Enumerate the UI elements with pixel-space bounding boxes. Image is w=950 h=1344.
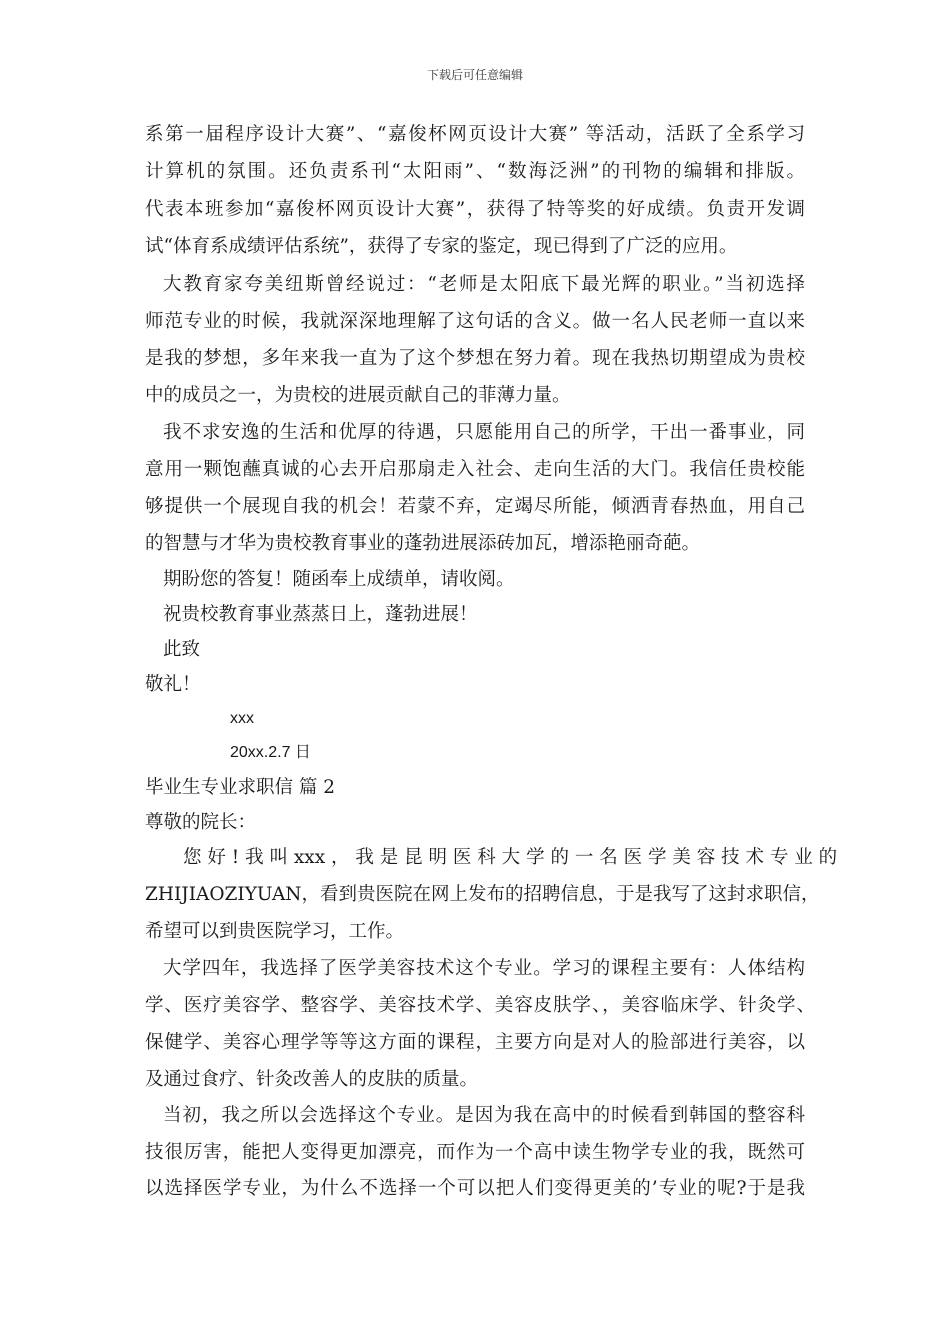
paragraph-line: 当初，我之所以会选择这个专业。是因为我在高中的时候看到韩国的整容科	[163, 1105, 805, 1126]
closing-salute: 敬礼！	[145, 674, 201, 695]
paragraph-line: 计算机的氛围。还负责系刊“太阳雨”、“数海泛洲”的刊物的编辑和排版。	[145, 161, 805, 182]
paragraph-line: 期盼您的答复！随函奉上成绩单，请收阅。	[163, 569, 515, 590]
paragraph-line: 中的成员之一，为贵校的进展贡献自己的菲薄力量。	[145, 385, 571, 406]
paragraph-line: 够提供一个展现自我的机会！若蒙不弃，定竭尽所能，倾洒青春热血，用自己	[145, 496, 805, 517]
paragraph-line: 大学四年，我选择了医学美容技术这个专业。学习的课程主要有：人体结构	[163, 958, 805, 979]
paragraph-line: 保健学、美容心理学等等这方面的课程，主要方向是对人的脸部进行美容，以	[145, 1032, 805, 1053]
paragraph-line: 是我的梦想，多年来我一直为了这个梦想在努力着。现在我热切期望成为贵校	[145, 348, 805, 369]
paragraph-line: 我不求安逸的生活和优厚的待遇，只愿能用自己的所学，干出一番事业，同	[163, 422, 805, 443]
paragraph-line: 您 好 ! 我 叫 xxx ， 我 是 昆 明 医 科 大 学 的 一 名 医 学 美 容 技 术 专 业 的	[183, 847, 838, 868]
paragraph-line: 意用一颗饱蘸真诚的心去开启那扇走入社会、走向生活的大门。我信任贵校能	[145, 459, 805, 480]
paragraph-line: ZHIJIAOZIYUAN，看到贵医院在网上发布的招聘信息，于是我写了这封求职信，	[145, 884, 820, 905]
closing-line: 此致	[163, 639, 201, 660]
signature-name: xxx	[230, 710, 254, 727]
paragraph-line: 试“体育系成绩评估系统”，获得了专家的鉴定，现已得到了广泛的应用。	[145, 236, 738, 257]
paragraph-line: 师范专业的时候，我就深深地理解了这句话的含义。做一名人民老师一直以来	[145, 311, 805, 332]
paragraph-line: 的智慧与才华为贵校教育事业的蓬勃进展添砖加瓦，增添艳丽奇葩。	[145, 533, 701, 554]
paragraph-line: 系第一届程序设计大赛”、“嘉俊杯网页设计大赛” 等活动，活跃了全系学习	[145, 124, 805, 145]
salutation: 尊敬的院长：	[145, 812, 257, 833]
paragraph-line: 大教育家夸美纽斯曾经说过：“老师是太阳底下最光辉的职业。”当初选择	[163, 274, 805, 295]
paragraph-line: 以选择医学专业，为什么不选择一个可以把人们变得更美的’专业的呢?于是我	[145, 1178, 805, 1199]
paragraph-line: 及通过食疗、针灸改善人的皮肤的质量。	[145, 1069, 479, 1090]
page-header: 下载后可任意编辑	[426, 68, 523, 82]
paragraph-line: 学、医疗美容学、整容学、美容技术学、美容皮肤学、，美容临床学、针灸学、	[145, 995, 815, 1016]
paragraph-line: 代表本班参加“嘉俊杯网页设计大赛”，获得了特等奖的好成绩。负责开发调	[145, 199, 805, 220]
paragraph-line: 技很厉害，能把人变得更加漂亮，而作为一个高中读生物学专业的我，既然可	[145, 1142, 805, 1163]
signature-date: 20xx.2.7 日	[230, 744, 311, 761]
section-title: 毕业生专业求职信 篇 2	[145, 777, 336, 798]
paragraph-line: 祝贵校教育事业蒸蒸日上，蓬勃进展！	[163, 604, 478, 625]
paragraph-line: 希望可以到贵医院学习，工作。	[145, 921, 405, 942]
